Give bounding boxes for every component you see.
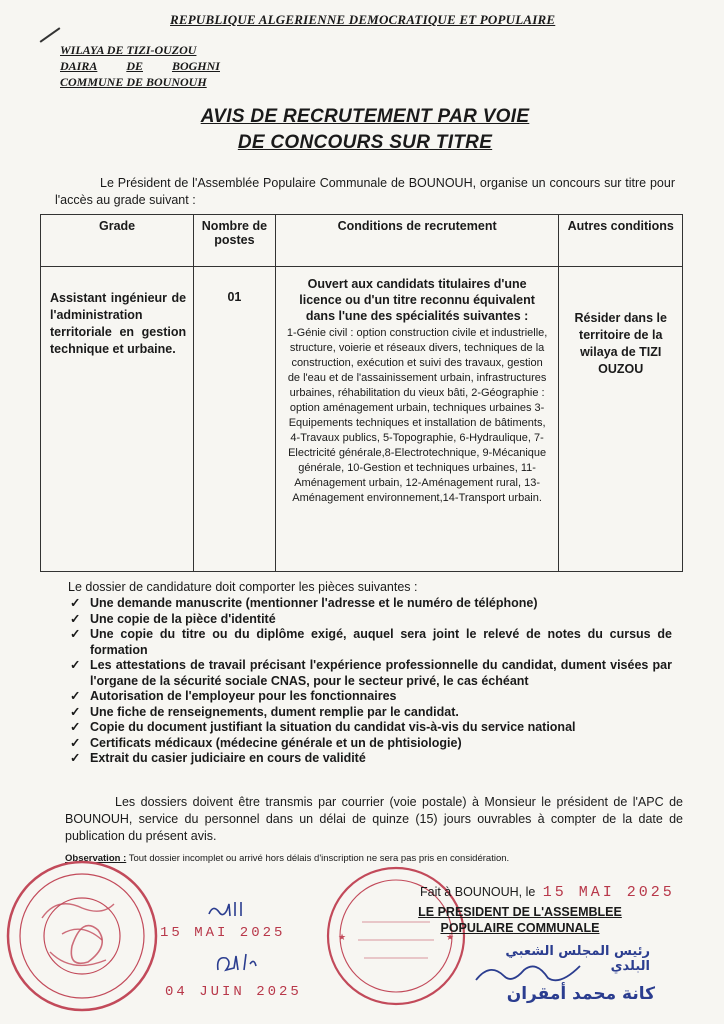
title-line-1: AVIS DE RECRUTEMENT PAR VOIE xyxy=(200,106,530,127)
table-header-row xyxy=(41,215,683,267)
reception-stamp-date-2: 04 JUIN 2025 xyxy=(165,984,302,1000)
check-icon: ✓ xyxy=(70,735,81,750)
header-autres: Autres conditions xyxy=(559,215,683,267)
cell-conditions xyxy=(275,267,559,572)
observation-text: Tout dossier incomplet ou arrivé hors délais d'inscription ne sera pas pris en considération. xyxy=(128,853,510,864)
check-icon: ✓ xyxy=(70,720,81,734)
president-line-2: POPULAIRE COMMUNALE xyxy=(440,921,600,935)
president-title xyxy=(405,904,635,936)
daira-word: DAIRA xyxy=(60,59,98,73)
header-grade: Grade xyxy=(41,215,194,267)
title-line-2: DE CONCOURS SUR TITRE xyxy=(237,132,493,153)
reception-stamp-date-1: 15 MAI 2025 xyxy=(160,925,286,941)
autres-text: Résider dans le territoire de la wilaya de TIZI OUZOU xyxy=(574,311,667,376)
list-item xyxy=(62,720,672,736)
handwritten-initials-2 xyxy=(212,948,262,978)
observation-label: Observation : xyxy=(65,853,127,864)
item-text: Une copie du titre ou du diplôme exigé, auquel sera joint le relevé de notes du cursus de formation xyxy=(90,627,672,657)
cell-grade xyxy=(41,267,194,572)
nombre-text: 01 xyxy=(227,290,242,304)
item-text: Certificats médicaux (médecine générale et un de phtisiologie) xyxy=(90,735,462,750)
check-icon: ✓ xyxy=(70,627,81,641)
signature-place-date xyxy=(420,884,675,901)
conditions-body: 1-Génie civil : option construction civile et industrielle, structure, voierie et réseaux divers, techniques de la construction, exécution et suivi des travaux, gestion de l'eau et de l'assainissement urbain, infrastructures urbaines, réhabilitation du vieux bâti, 2-Géographie : option aménagement urbain, techniques urbaines 3-Equipements techniques et installation de bâtiments, 4-Travaux publics, 5-Topographie, 6-Hydraulique, 7-Electricité générale,8-Electrotechnique, 9-Mécanique générale, 10-Gestion et techniques urbaines, 11-Aménagement urbain, 12-Aménagement rural, 13-Aménagement environnement,14-Transport urbain. xyxy=(286,327,548,504)
republic-header: REPUBLIQUE ALGERIENNE DEMOCRATIQUE ET POPULAIRE xyxy=(170,12,556,27)
president-line-1: LE PRESIDENT DE L'ASSEMBLEE xyxy=(418,905,622,919)
list-item xyxy=(62,612,672,628)
wilaya-line: WILAYA DE TIZI-OUZOU xyxy=(60,43,197,57)
item-text: Une demande manuscrite (mentionner l'adresse et le numéro de téléphone) xyxy=(90,596,538,610)
table-row xyxy=(41,267,683,572)
commune-seal-left xyxy=(2,856,162,1016)
handwritten-initials-1 xyxy=(205,898,253,922)
item-text: Extrait du casier judiciaire en cours de validité xyxy=(90,751,366,765)
check-icon: ✓ xyxy=(70,751,81,765)
cell-autres xyxy=(559,267,683,572)
pieces-list xyxy=(62,596,672,767)
check-icon: ✓ xyxy=(70,704,81,719)
item-text: Les attestations de travail précisant l'expérience professionnelle du candidat, dument visées par l'organe de la sécurité sociale CNAS, pour le secteur privé, le cas échéant xyxy=(90,658,672,688)
pen-mark xyxy=(40,27,61,42)
list-item xyxy=(62,751,672,767)
cell-nombre xyxy=(194,267,276,572)
check-icon: ✓ xyxy=(70,689,81,703)
item-text: Autorisation de l'employeur pour les fonctionnaires xyxy=(90,689,397,703)
list-item xyxy=(62,736,672,752)
dossier-intro: Le dossier de candidature doit comporter les pièces suivantes : xyxy=(68,580,418,594)
list-item xyxy=(62,596,672,612)
svg-text:★: ★ xyxy=(338,933,347,943)
administration-block xyxy=(60,42,220,90)
arabic-name-stamp: كانة محمد أمقران xyxy=(506,984,655,1004)
signature-date-stamp: 15 MAI 2025 xyxy=(542,884,675,901)
transmission-paragraph: Les dossiers doivent être transmis par courrier (voie postale) à Monsieur le président de l'APC de BOUNOUH, service du personnel dans un délai de quinze (15) jours ouvrables à compter de la date de publication du présent avis. xyxy=(65,795,683,843)
header-conditions: Conditions de recrutement xyxy=(275,215,559,267)
list-item xyxy=(62,658,672,689)
recruitment-table xyxy=(40,214,683,572)
document-title xyxy=(150,104,580,156)
arabic-title-stamp: رئيس المجلس الشعبي البلدي xyxy=(505,944,650,974)
daira-de: DE xyxy=(126,59,143,73)
check-icon: ✓ xyxy=(70,596,81,610)
daira-line xyxy=(60,58,220,74)
conditions-head: Ouvert aux candidats titulaires d'une licence ou d'un titre reconnu équivalent dans l'une des spécialités suivantes : xyxy=(299,277,535,323)
item-text: Copie du document justifiant la situation du candidat vis-à-vis du service national xyxy=(90,720,576,734)
list-item xyxy=(62,705,672,721)
intro-paragraph: Le Président de l'Assemblée Populaire Communale de BOUNOUH, organise un concours sur titre pour l'accès au grade suivant : xyxy=(55,176,675,207)
list-item xyxy=(62,689,672,705)
fait-text: Fait à BOUNOUH, le xyxy=(420,885,536,899)
check-icon: ✓ xyxy=(70,658,81,672)
daira-name: BOGHNI xyxy=(171,59,220,73)
header-nombre: Nombre de postes xyxy=(194,215,276,267)
item-text: Une fiche de renseignements, dument remplie par le candidat. xyxy=(90,704,459,719)
item-text: Une copie de la pièce d'identité xyxy=(90,611,276,626)
list-item xyxy=(62,627,672,658)
commune-line: COMMUNE DE BOUNOUH xyxy=(60,75,207,89)
check-icon: ✓ xyxy=(70,611,81,626)
grade-text: Assistant ingénieur de l'administration territoriale en gestion technique et urbaine. xyxy=(50,291,187,356)
svg-text:★: ★ xyxy=(446,933,455,943)
